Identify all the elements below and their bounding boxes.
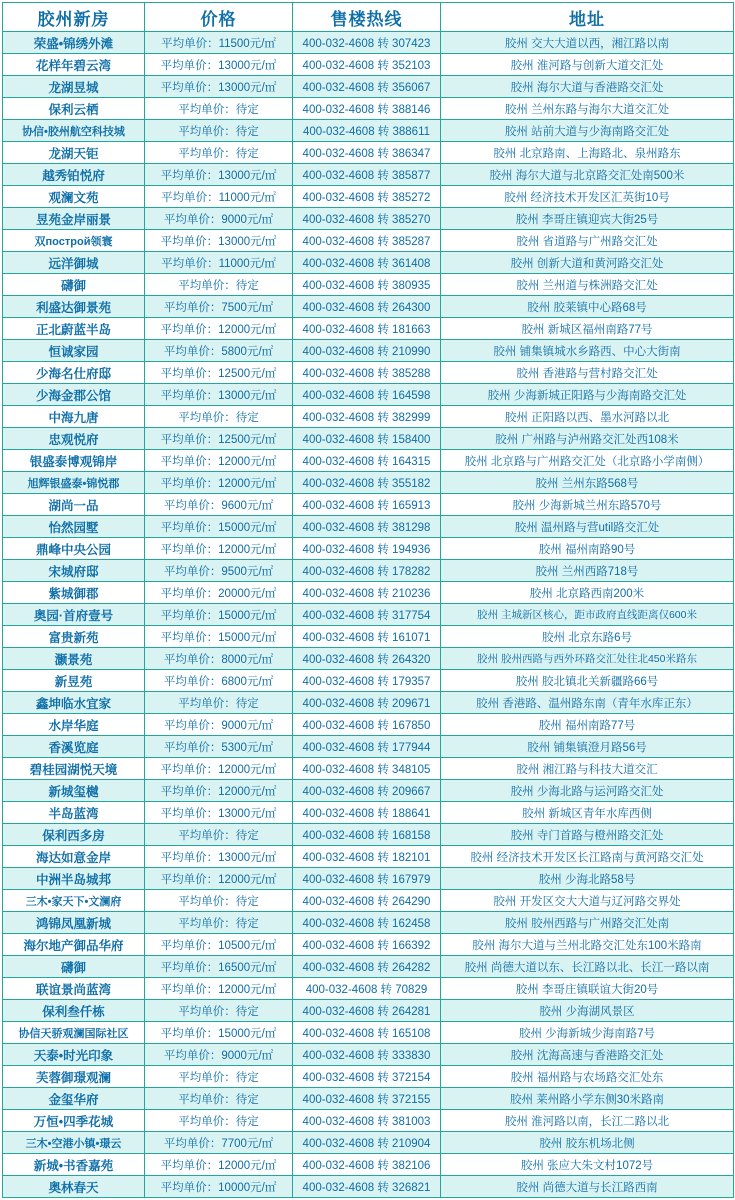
- cell-price: 平均单价：9500元/㎡: [145, 560, 293, 582]
- cell-project-name: 少海名仕府邸: [3, 362, 145, 384]
- table-row: [3, 758, 734, 780]
- cell-hotline: 400-032-4608 转 361408: [293, 252, 441, 274]
- table-row: [3, 780, 734, 802]
- cell-project-name: 富贵新苑: [3, 626, 145, 648]
- cell-project-name: 利盛达御景苑: [3, 296, 145, 318]
- cell-hotline: 400-032-4608 转 381003: [293, 1110, 441, 1132]
- cell-address: 胶州 少海新城少海南路7号: [441, 1022, 734, 1044]
- cell-hotline: 400-032-4608 转 209667: [293, 780, 441, 802]
- cell-project-name: 奥林春天: [3, 1176, 145, 1198]
- cell-project-name: 三木•空港小镇•璟云: [3, 1132, 145, 1154]
- cell-project-name: 恒诚家园: [3, 340, 145, 362]
- cell-address: 胶州 省道路与广州路交汇处: [441, 230, 734, 252]
- table-header-row: [3, 3, 734, 32]
- cell-price: 平均单价：待定: [145, 1066, 293, 1088]
- cell-hotline: 400-032-4608 转 161071: [293, 626, 441, 648]
- cell-address: 胶州 尚德大道以东、长江路以北、长江一路以南: [441, 956, 734, 978]
- cell-price: 平均单价：8000元/㎡: [145, 648, 293, 670]
- table-row: [3, 1088, 734, 1110]
- cell-project-name: 海达如意金岸: [3, 846, 145, 868]
- cell-address: 胶州 兰州东路与海尔大道交汇处: [441, 98, 734, 120]
- cell-project-name: 三木•家天下•文澜府: [3, 890, 145, 912]
- cell-price: 平均单价：待定: [145, 692, 293, 714]
- cell-address: 胶州 北京路南、上海路北、泉州路东: [441, 142, 734, 164]
- table-row: [3, 560, 734, 582]
- table-row: [3, 450, 734, 472]
- cell-hotline: 400-032-4608 转 317754: [293, 604, 441, 626]
- cell-price: 平均单价：9000元/㎡: [145, 1044, 293, 1066]
- cell-address: 胶州 香港路与营村路交汇处: [441, 362, 734, 384]
- cell-address: 胶州 经济技术开发区长江路南与黄河路交汇处: [441, 846, 734, 868]
- cell-project-name: 远洋御城: [3, 252, 145, 274]
- cell-price: 平均单价：12000元/㎡: [145, 450, 293, 472]
- cell-address: 胶州 兰州道与株洲路交汇处: [441, 274, 734, 296]
- cell-hotline: 400-032-4608 转 380935: [293, 274, 441, 296]
- cell-price: 平均单价：13000元/㎡: [145, 230, 293, 252]
- cell-project-name: 万恒•四季花城: [3, 1110, 145, 1132]
- cell-hotline: 400-032-4608 转 210236: [293, 582, 441, 604]
- table-header: [3, 3, 734, 32]
- cell-hotline: 400-032-4608 转 385288: [293, 362, 441, 384]
- cell-project-name: 半岛蓝湾: [3, 802, 145, 824]
- cell-address: 胶州 淮河路与创新大道交汇处: [441, 54, 734, 76]
- cell-hotline: 400-032-4608 转 381298: [293, 516, 441, 538]
- cell-project-name: 忠观悦府: [3, 428, 145, 450]
- cell-address: 胶州 铺集镇澄月路56号: [441, 736, 734, 758]
- cell-hotline: 400-032-4608 转 210904: [293, 1132, 441, 1154]
- cell-address: 胶州 少海北路与运河路交汇处: [441, 780, 734, 802]
- cell-hotline: 400-032-4608 转 181663: [293, 318, 441, 340]
- cell-price: 平均单价：10000元/㎡: [145, 1176, 293, 1198]
- cell-address: 胶州 胶州西路与西外环路交汇处往北450米路东: [441, 648, 734, 670]
- table-row: [3, 670, 734, 692]
- cell-price: 平均单价：9600元/㎡: [145, 494, 293, 516]
- cell-price: 平均单价：12000元/㎡: [145, 868, 293, 890]
- cell-price: 平均单价：5800元/㎡: [145, 340, 293, 362]
- cell-hotline: 400-032-4608 转 194936: [293, 538, 441, 560]
- cell-project-name: 紫城御郡: [3, 582, 145, 604]
- cell-price: 平均单价：16500元/㎡: [145, 956, 293, 978]
- cell-hotline: 400-032-4608 转 333830: [293, 1044, 441, 1066]
- cell-project-name: 天泰•时光印象: [3, 1044, 145, 1066]
- cell-address: 胶州 少海湖风景区: [441, 1000, 734, 1022]
- cell-hotline: 400-032-4608 转 326821: [293, 1176, 441, 1198]
- cell-address: 胶州 北京东路6号: [441, 626, 734, 648]
- cell-address: 胶州 开发区交大大道与辽河路交界处: [441, 890, 734, 912]
- table-row: [3, 538, 734, 560]
- table-row: [3, 692, 734, 714]
- cell-address: 胶州 铺集镇城水乡路西、中心大街南: [441, 340, 734, 362]
- table-row: [3, 164, 734, 186]
- cell-address: 胶州 李哥庄镇迎宾大街25号: [441, 208, 734, 230]
- cell-address: 胶州 尚德大道与长江路西南: [441, 1176, 734, 1198]
- table-row: [3, 494, 734, 516]
- cell-project-name: 怡然园墅: [3, 516, 145, 538]
- table-row: [3, 252, 734, 274]
- cell-project-name: 鼎峰中央公园: [3, 538, 145, 560]
- cell-project-name: 湖尚一品: [3, 494, 145, 516]
- table-row: [3, 1000, 734, 1022]
- cell-project-name: 观澜文苑: [3, 186, 145, 208]
- cell-address: 胶州 兰州西路718号: [441, 560, 734, 582]
- cell-price: 平均单价：10500元/㎡: [145, 934, 293, 956]
- cell-address: 胶州 少海新城正阳路与少海南路交汇处: [441, 384, 734, 406]
- cell-address: 胶州 北京路与广州路交汇处（北京路小学南侧）: [441, 450, 734, 472]
- cell-hotline: 400-032-4608 转 179357: [293, 670, 441, 692]
- table-row: [3, 120, 734, 142]
- cell-price: 平均单价：待定: [145, 890, 293, 912]
- cell-price: 平均单价：待定: [145, 1088, 293, 1110]
- cell-price: 平均单价：12000元/㎡: [145, 318, 293, 340]
- cell-address: 胶州 少海北路58号: [441, 868, 734, 890]
- table-row: [3, 824, 734, 846]
- cell-price: 平均单价：11500元/㎡: [145, 32, 293, 54]
- cell-address: 胶州 少海新城兰州东路570号: [441, 494, 734, 516]
- cell-price: 平均单价：15000元/㎡: [145, 1022, 293, 1044]
- table-row: [3, 428, 734, 450]
- cell-address: 胶州 湘江路与科技大道交汇: [441, 758, 734, 780]
- cell-address: 胶州 张应大朱文村1072号: [441, 1154, 734, 1176]
- cell-address: 胶州 李哥庄镇联谊大街20号: [441, 978, 734, 1000]
- cell-hotline: 400-032-4608 转 158400: [293, 428, 441, 450]
- cell-price: 平均单价：待定: [145, 274, 293, 296]
- cell-address: 胶州 福州南路90号: [441, 538, 734, 560]
- cell-project-name: 芙蓉御璟观澜: [3, 1066, 145, 1088]
- table-row: [3, 296, 734, 318]
- cell-hotline: 400-032-4608 转 352103: [293, 54, 441, 76]
- cell-price: 平均单价：12000元/㎡: [145, 978, 293, 1000]
- cell-price: 平均单价：12000元/㎡: [145, 538, 293, 560]
- cell-hotline: 400-032-4608 转 372155: [293, 1088, 441, 1110]
- cell-address: 胶州 淮河路以南，长江二路以北: [441, 1110, 734, 1132]
- cell-hotline: 400-032-4608 转 177944: [293, 736, 441, 758]
- cell-address: 胶州 主城新区核心，距市政府直线距离仅600米: [441, 604, 734, 626]
- table-row: [3, 956, 734, 978]
- cell-price: 平均单价：7700元/㎡: [145, 1132, 293, 1154]
- cell-hotline: 400-032-4608 转 372154: [293, 1066, 441, 1088]
- table-row: [3, 54, 734, 76]
- cell-address: 胶州 香港路、温州路东南（青年水库正东）: [441, 692, 734, 714]
- cell-price: 平均单价：待定: [145, 1000, 293, 1022]
- cell-project-name: 花样年碧云湾: [3, 54, 145, 76]
- cell-price: 平均单价：13000元/㎡: [145, 164, 293, 186]
- cell-project-name: 联谊景尚蓝湾: [3, 978, 145, 1000]
- cell-project-name: 碧桂园湖悦天境: [3, 758, 145, 780]
- cell-address: 胶州 胶东机场北侧: [441, 1132, 734, 1154]
- cell-hotline: 400-032-4608 转 188641: [293, 802, 441, 824]
- housing-price-table: [2, 2, 734, 1198]
- cell-project-name: 昱苑金岸丽景: [3, 208, 145, 230]
- cell-price: 平均单价：9000元/㎡: [145, 714, 293, 736]
- cell-address: 胶州 新城区福州南路77号: [441, 318, 734, 340]
- cell-project-name: 香溪览庭: [3, 736, 145, 758]
- table-row: [3, 604, 734, 626]
- cell-project-name: 新城•书香嘉苑: [3, 1154, 145, 1176]
- cell-project-name: 金玺华府: [3, 1088, 145, 1110]
- table-row: [3, 846, 734, 868]
- cell-project-name: 双построй领寰: [3, 230, 145, 252]
- cell-price: 平均单价：11000元/㎡: [145, 252, 293, 274]
- cell-project-name: 中海九唐: [3, 406, 145, 428]
- table-row: [3, 912, 734, 934]
- cell-price: 平均单价：12000元/㎡: [145, 1154, 293, 1176]
- cell-hotline: 400-032-4608 转 168158: [293, 824, 441, 846]
- cell-project-name: 礴御: [3, 956, 145, 978]
- cell-project-name: 龙湖昱城: [3, 76, 145, 98]
- cell-price: 平均单价：11000元/㎡: [145, 186, 293, 208]
- table-row: [3, 1110, 734, 1132]
- cell-project-name: 正北蔚蓝半岛: [3, 318, 145, 340]
- cell-hotline: 400-032-4608 转 382999: [293, 406, 441, 428]
- cell-price: 平均单价：20000元/㎡: [145, 582, 293, 604]
- cell-price: 平均单价：13000元/㎡: [145, 846, 293, 868]
- cell-project-name: 旭辉银盛泰•锦悦郡: [3, 472, 145, 494]
- table-body: [3, 32, 734, 1198]
- cell-price: 平均单价：待定: [145, 120, 293, 142]
- cell-project-name: 少海金郡公馆: [3, 384, 145, 406]
- cell-hotline: 400-032-4608 转 385272: [293, 186, 441, 208]
- table-row: [3, 1022, 734, 1044]
- cell-project-name: 新城玺樾: [3, 780, 145, 802]
- cell-project-name: 保利云栖: [3, 98, 145, 120]
- cell-address: 胶州 北京路西南200米: [441, 582, 734, 604]
- cell-price: 平均单价：13000元/㎡: [145, 802, 293, 824]
- cell-hotline: 400-032-4608 转 385287: [293, 230, 441, 252]
- cell-price: 平均单价：13000元/㎡: [145, 384, 293, 406]
- cell-price: 平均单价：待定: [145, 912, 293, 934]
- cell-hotline: 400-032-4608 转 385270: [293, 208, 441, 230]
- table-row: [3, 890, 734, 912]
- cell-project-name: 保利西多房: [3, 824, 145, 846]
- cell-hotline: 400-032-4608 转 356067: [293, 76, 441, 98]
- cell-price: 平均单价：15000元/㎡: [145, 604, 293, 626]
- cell-address: 胶州 站前大道与少海南路交汇处: [441, 120, 734, 142]
- cell-hotline: 400-032-4608 转 264320: [293, 648, 441, 670]
- cell-address: 胶州 福州路与农场路交汇处东: [441, 1066, 734, 1088]
- table-row: [3, 142, 734, 164]
- cell-hotline: 400-032-4608 转 385877: [293, 164, 441, 186]
- cell-price: 平均单价：12000元/㎡: [145, 472, 293, 494]
- cell-address: 胶州 胶莱镇中心路68号: [441, 296, 734, 318]
- cell-address: 胶州 新城区青年水库西侧: [441, 802, 734, 824]
- table-row: [3, 802, 734, 824]
- table-row: [3, 318, 734, 340]
- table-row: [3, 98, 734, 120]
- column-header-address: 地址: [441, 3, 734, 32]
- cell-address: 胶州 兰州东路568号: [441, 472, 734, 494]
- cell-price: 平均单价：9000元/㎡: [145, 208, 293, 230]
- table-row: [3, 472, 734, 494]
- cell-address: 胶州 经济技术开发区汇英街10号: [441, 186, 734, 208]
- cell-price: 平均单价：待定: [145, 1110, 293, 1132]
- cell-project-name: 中洲半岛城邦: [3, 868, 145, 890]
- cell-price: 平均单价：待定: [145, 142, 293, 164]
- cell-hotline: 400-032-4608 转 210990: [293, 340, 441, 362]
- table-row: [3, 934, 734, 956]
- cell-price: 平均单价：待定: [145, 98, 293, 120]
- cell-price: 平均单价：待定: [145, 824, 293, 846]
- cell-hotline: 400-032-4608 转 264290: [293, 890, 441, 912]
- cell-project-name: 龙湖天钜: [3, 142, 145, 164]
- cell-project-name: 灏景苑: [3, 648, 145, 670]
- column-header-project-name: 胶州新房: [3, 3, 145, 32]
- cell-hotline: 400-032-4608 转 388611: [293, 120, 441, 142]
- table-row: [3, 978, 734, 1000]
- cell-address: 胶州 福州南路77号: [441, 714, 734, 736]
- cell-hotline: 400-032-4608 转 382106: [293, 1154, 441, 1176]
- cell-price: 平均单价：12500元/㎡: [145, 362, 293, 384]
- cell-address: 胶州 胶北镇北关新疆路66号: [441, 670, 734, 692]
- cell-address: 胶州 海尔大道与北京路交汇处南500米: [441, 164, 734, 186]
- cell-hotline: 400-032-4608 转 388146: [293, 98, 441, 120]
- cell-project-name: 鸿锦凤凰新城: [3, 912, 145, 934]
- cell-hotline: 400-032-4608 转 167979: [293, 868, 441, 890]
- cell-address: 胶州 广州路与泸州路交汇处西108米: [441, 428, 734, 450]
- table-row: [3, 208, 734, 230]
- cell-project-name: 宋城府邸: [3, 560, 145, 582]
- cell-price: 平均单价：5300元/㎡: [145, 736, 293, 758]
- cell-price: 平均单价：15000元/㎡: [145, 516, 293, 538]
- table-row: [3, 868, 734, 890]
- column-header-hotline: 售楼热线: [293, 3, 441, 32]
- cell-project-name: 水岸华庭: [3, 714, 145, 736]
- cell-address: 胶州 胶州西路与广州路交汇处南: [441, 912, 734, 934]
- cell-hotline: 400-032-4608 转 178282: [293, 560, 441, 582]
- table-row: [3, 76, 734, 98]
- cell-project-name: 新昱苑: [3, 670, 145, 692]
- cell-hotline: 400-032-4608 转 165913: [293, 494, 441, 516]
- cell-hotline: 400-032-4608 转 164315: [293, 450, 441, 472]
- cell-project-name: 礴御: [3, 274, 145, 296]
- cell-project-name: 鑫坤临水宜家: [3, 692, 145, 714]
- cell-project-name: 荣盛•锦绣外滩: [3, 32, 145, 54]
- cell-price: 平均单价：13000元/㎡: [145, 76, 293, 98]
- table-row: [3, 230, 734, 252]
- cell-hotline: 400-032-4608 转 264282: [293, 956, 441, 978]
- table-row: [3, 274, 734, 296]
- table-row: [3, 1066, 734, 1088]
- cell-hotline: 400-032-4608 转 307423: [293, 32, 441, 54]
- cell-project-name: 协信天骄观澜国际社区: [3, 1022, 145, 1044]
- cell-project-name: 越秀铂悦府: [3, 164, 145, 186]
- cell-project-name: 奥园·首府壹号: [3, 604, 145, 626]
- cell-address: 胶州 寺门首路与橙州路交汇处: [441, 824, 734, 846]
- cell-hotline: 400-032-4608 转 209671: [293, 692, 441, 714]
- cell-project-name: 海尔地产御品华府: [3, 934, 145, 956]
- table-row: [3, 1154, 734, 1176]
- cell-project-name: 银盛泰博观锦岸: [3, 450, 145, 472]
- cell-project-name: 协信•胶州航空科技城: [3, 120, 145, 142]
- table-row: [3, 714, 734, 736]
- table-row: [3, 736, 734, 758]
- table-row: [3, 384, 734, 406]
- cell-hotline: 400-032-4608 转 164598: [293, 384, 441, 406]
- cell-hotline: 400-032-4608 转 162458: [293, 912, 441, 934]
- cell-price: 平均单价：15000元/㎡: [145, 626, 293, 648]
- cell-address: 胶州 海尔大道与香港路交汇处: [441, 76, 734, 98]
- cell-price: 平均单价：13000元/㎡: [145, 54, 293, 76]
- cell-hotline: 400-032-4608 转 355182: [293, 472, 441, 494]
- table-row: [3, 1044, 734, 1066]
- table-row: [3, 186, 734, 208]
- table-row: [3, 1132, 734, 1154]
- cell-hotline: 400-032-4608 转 167850: [293, 714, 441, 736]
- cell-hotline: 400-032-4608 转 182101: [293, 846, 441, 868]
- table-row: [3, 516, 734, 538]
- cell-hotline: 400-032-4608 转 348105: [293, 758, 441, 780]
- cell-hotline: 400-032-4608 转 386347: [293, 142, 441, 164]
- cell-hotline: 400-032-4608 转 166392: [293, 934, 441, 956]
- table-row: [3, 406, 734, 428]
- cell-price: 平均单价：待定: [145, 406, 293, 428]
- cell-address: 胶州 沈海高速与香港路交汇处: [441, 1044, 734, 1066]
- cell-address: 胶州 海尔大道与兰州北路交汇处东100米路南: [441, 934, 734, 956]
- table-row: [3, 340, 734, 362]
- cell-hotline: 400-032-4608 转 264300: [293, 296, 441, 318]
- column-header-price: 价格: [145, 3, 293, 32]
- cell-hotline: 400-032-4608 转 264281: [293, 1000, 441, 1022]
- table-row: [3, 582, 734, 604]
- cell-price: 平均单价：6800元/㎡: [145, 670, 293, 692]
- cell-address: 胶州 创新大道和黄河路交汇处: [441, 252, 734, 274]
- cell-address: 胶州 莱州路小学东侧30米路南: [441, 1088, 734, 1110]
- cell-address: 胶州 正阳路以西、墨水河路以北: [441, 406, 734, 428]
- cell-price: 平均单价：12000元/㎡: [145, 780, 293, 802]
- table-row: [3, 1176, 734, 1198]
- cell-address: 胶州 温州路与营util路交汇处: [441, 516, 734, 538]
- cell-price: 平均单价：12500元/㎡: [145, 428, 293, 450]
- cell-price: 平均单价：12000元/㎡: [145, 758, 293, 780]
- cell-project-name: 保利叁仟栋: [3, 1000, 145, 1022]
- cell-hotline: 400-032-4608 转 70829: [293, 978, 441, 1000]
- cell-price: 平均单价：7500元/㎡: [145, 296, 293, 318]
- table-row: [3, 362, 734, 384]
- cell-hotline: 400-032-4608 转 165108: [293, 1022, 441, 1044]
- cell-address: 胶州 交大大道以西，湘江路以南: [441, 32, 734, 54]
- table-row: [3, 626, 734, 648]
- table-row: [3, 648, 734, 670]
- table-row: [3, 32, 734, 54]
